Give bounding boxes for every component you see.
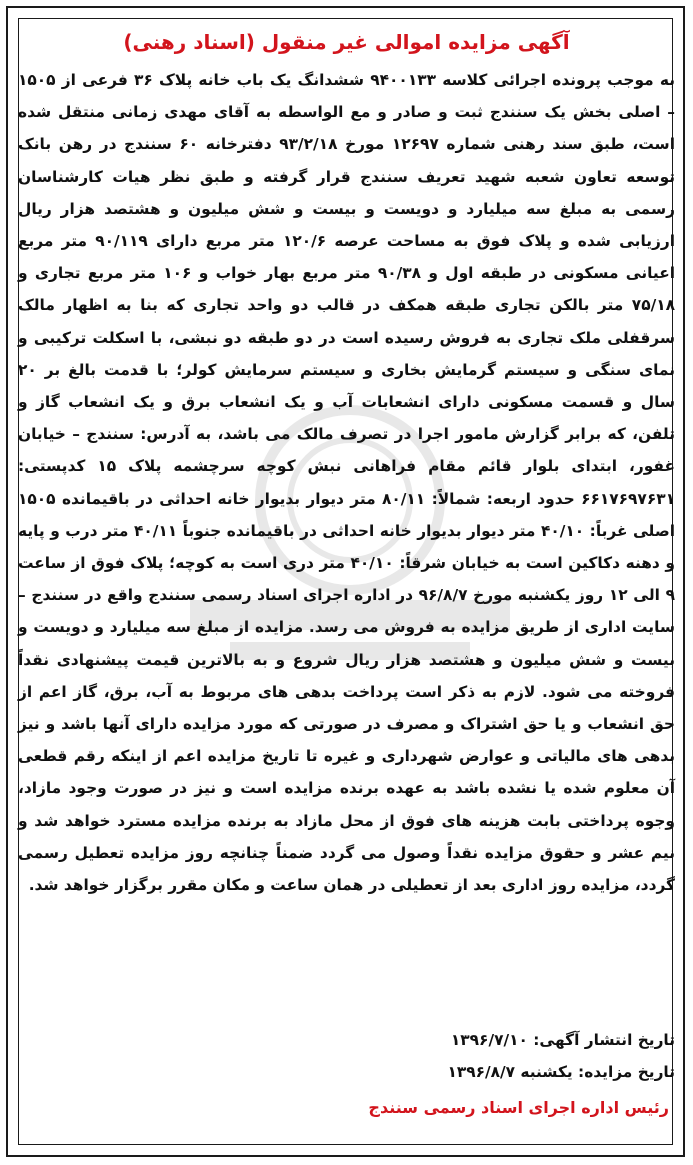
notice-dates <box>18 1024 675 1088</box>
auction-date: تاریخ مزایده: یکشنبه ۱۳۹۶/۸/۷ <box>447 1063 675 1081</box>
signature: رئیس اداره اجرای اسناد رسمی سنندج <box>368 1098 669 1117</box>
notice-body: به موجب پرونده اجرائی کلاسه ۹۴۰۰۱۳۳ ششدانگ یک باب خانه پلاک ۳۶ فرعی از ۱۵۰۵ – اصلی بخش یک سنندج ثبت و صادر و مع الواسطه به آقای مهدی زمانی منتقل شده است، طبق سند رهنی شماره ۱۲۶۹۷ مورخ ۹۳/۲/۱۸ دفترخانه ۶۰ سنندج در رهن بانک توسعه تعاون شعبه شهید تعریف سنندج قرار گرفته و طبق نظر هیات کارشناسان رسمی به مبلغ سه میلیارد و دویست و بیست و شش میلیون و هشتصد هزار ریال ارزیابی شده و پلاک فوق به مساحت عرصه ۱۲۰/۶ متر مربع دارای ۹۰/۱۱۹ متر مربع اعیانی مسکونی در طبقه اول و ۹۰/۳۸ متر مربع بهار خواب و ۱۰۶ متر مربع تجاری و ۷۵/۱۸ متر بالکن تجاری طبقه همکف در قالب دو واحد تجاری که بنا به اظهار مالک سرقفلی ملک تجاری به فروش رسیده است در دو طبقه دو نبشی، با اسکلت ترکیبی و نمای سنگی و سیستم گرمایش بخاری و سیستم سرمایش کولر؛ با قدمت بالغ بر ۲۰ سال و قسمت مسکونی دارای انشعابات آب و یک انشعاب برق و یک انشعاب گاز و تلفن، که برابر گزارش مامور اجرا در تصرف مالک می باشد، به آدرس: سنندج – خیابان غفور، ابتدای بلوار قائم مقام فراهانی نبش کوچه سرچشمه پلاک ۱۵ کدپستی: ۶۶۱۷۶۹۷۶۳۱ حدود اربعه: شمالاً: ۸۰/۱۱ متر دیوار بدیوار خانه احداثی در باقیمانده ۱۵۰۵ اصلی غرباً: ۴۰/۱۰ متر دیوار بدیوار خانه احداثی در باقیمانده جنوباً ۴۰/۱۱ متر درب و پایه و دهنه دکاکین است به خیابان شرقاً: ۴۰/۱۰ متر دری است به کوچه؛ پلاک فوق از ساعت ۹ الی ۱۲ روز یکشنبه مورخ ۹۶/۸/۷ در اداره اجرای اسناد رسمی سنندج واقع در سنندج – سایت اداری از طریق مزایده به فروش می رسد. مزایده از مبلغ سه میلیارد و دویست و بیست و شش میلیون و هشتصد هزار ریال شروع و به بالاترین قیمت پیشنهادی نقداً فروخته می شود. لازم به ذکر است پرداخت بدهی های مربوط به آب، برق، گاز اعم از حق انشعاب و یا حق اشتراک و مصرف در صورتی که مورد مزایده دارای آنها باشد و نیز بدهی های مالیاتی و عوارض شهرداری و غیره تا تاریخ مزایده اعم از اینکه رقم قطعی آن معلوم شده یا نشده باشد به عهده برنده مزایده است و نیز در صورت وجود مازاد، وجوه پرداختی بابت هزینه های فوق از محل مازاد به برنده مزایده مسترد خواهد شد و نیم عشر و حقوق مزایده نقداً وصول می گردد ضمناً چنانچه روز مزایده تعطیل رسمی گردد، مزایده روز اداری بعد از تعطیلی در همان ساعت و مکان مقرر برگزار خواهد شد. <box>18 71 676 895</box>
publish-date: تاریخ انتشار آگهی: ۱۳۹۶/۷/۱۰ <box>450 1031 675 1049</box>
notice-title: آگهی مزایده اموالی غیر منقول (اسناد رهنی) <box>123 30 570 54</box>
